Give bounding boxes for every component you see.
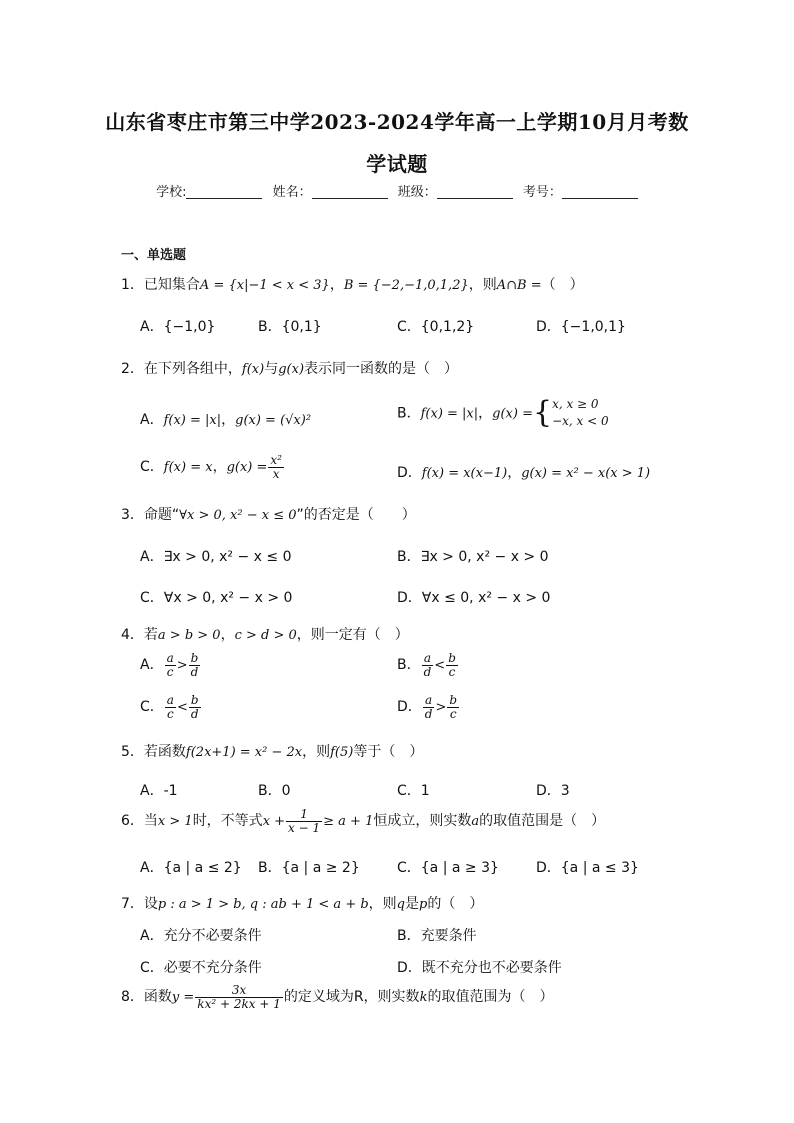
class-field: 班级： [398, 181, 513, 200]
question-5-stem: 5．若函数f(2x+1) = x² − 2x，则f(5)等于（ ） [121, 744, 424, 760]
question-7-stem: 7．设p : a > 1 > b, q : ab + 1 < a + b，则q是p的（ ） [121, 896, 484, 912]
question-2-option-a[interactable]: A．f(x) = |x|，g(x) = (√x)² [140, 412, 312, 428]
question-4-option-c[interactable]: C． $\frac{a}{c}$ < $\frac{b}{d}$ [140, 693, 199, 721]
question-5-option-a[interactable]: A．-1 [140, 783, 178, 799]
question-6-option-d[interactable]: D．{a | a ≤ 3} [536, 860, 639, 876]
question-3-option-c[interactable]: C．∀x > 0, x² − x > 0 [140, 590, 293, 606]
question-6-option-a[interactable]: A．{a | a ≤ 2} [140, 860, 242, 876]
question-2-option-d[interactable]: D．f(x) = x(x−1)，g(x) = x² − x(x > 1) [397, 465, 651, 481]
question-5-option-b[interactable]: B．0 [258, 783, 291, 799]
question-3-option-a[interactable]: A．∃x > 0, x² − x ≤ 0 [140, 549, 292, 565]
question-5-option-d[interactable]: D．3 [536, 783, 570, 799]
fraction: $\frac{3x}{\text{kx² + 2kx + 1}}$ [197, 983, 281, 1011]
question-8-stem: 8．函数y = $\frac{3x}{\text{kx² + 2kx + 1}}$ 的定义域为R，则实数k的取值范围为（ ） [121, 983, 554, 1011]
question-2-option-b[interactable]: B．f(x) = |x|，g(x) ={ x, x ≥ 0 −x, x < 0 [397, 395, 609, 431]
name-field: 姓名： [273, 181, 388, 200]
fraction: $\frac{\text{x²}}{x}$ [270, 453, 282, 481]
question-1-option-a[interactable]: A．{−1,0} [140, 319, 216, 335]
question-1-stem: 1．已知集合A = {x|−1 < x < 3}，B = {−2,−1,0,1,2}，则A∩B =（ ） [121, 277, 584, 293]
school-blank[interactable] [186, 184, 262, 199]
question-7-option-a[interactable]: A．充分不必要条件 [140, 928, 262, 944]
student-info-row [0, 181, 794, 200]
fraction: $\frac{1}{x - 1}$ [288, 807, 321, 835]
question-2-stem: 2．在下列各组中，f(x)与g(x)表示同一函数的是（ ） [121, 361, 459, 377]
question-5-option-c[interactable]: C．1 [397, 783, 430, 799]
school-field: 学校: [156, 181, 262, 200]
question-1-option-c[interactable]: C．{0,1,2} [397, 319, 475, 335]
question-3-stem: 3．命题“∀x > 0, x² − x ≤ 0”的否定是（ ） [121, 507, 416, 523]
question-3-option-d[interactable]: D．∀x ≤ 0, x² − x > 0 [397, 590, 551, 606]
exam-number-blank[interactable] [562, 184, 638, 199]
question-2-option-c[interactable]: C．f(x) = x，g(x) = $\frac{\text{x²}}{x}$ [140, 453, 282, 481]
exam-title-line1: 山东省枣庄市第三中学2023-2024学年高一上学期10月月考数 [105, 110, 689, 134]
name-blank[interactable] [312, 184, 388, 199]
question-1-option-b[interactable]: B．{0,1} [258, 319, 322, 335]
piecewise-cases: x, x ≥ 0 −x, x < 0 [552, 397, 609, 429]
exam-title-line2: 学试题 [366, 152, 428, 176]
left-brace-icon: { [532, 395, 553, 431]
question-6-option-b[interactable]: B．{a | a ≥ 2} [258, 860, 360, 876]
section-title: 一、单选题 [121, 248, 187, 263]
question-4-option-a[interactable]: A． $\frac{a}{c}$ > $\frac{b}{d}$ [140, 651, 199, 679]
class-blank[interactable] [437, 184, 513, 199]
question-4-option-d[interactable]: D． $\frac{a}{d}$ > $\frac{b}{c}$ [397, 693, 458, 721]
question-4-stem: 4．若a > b > 0，c > d > 0，则一定有（ ） [121, 627, 409, 643]
question-1-option-d[interactable]: D．{−1,0,1} [536, 319, 626, 335]
question-3-option-b[interactable]: B．∃x > 0, x² − x > 0 [397, 549, 549, 565]
exam-number-field: 考号： [523, 181, 638, 200]
question-7-option-c[interactable]: C．必要不充分条件 [140, 960, 262, 976]
question-6-option-c[interactable]: C．{a | a ≥ 3} [397, 860, 499, 876]
question-6-stem: 6．当x > 1时，不等式x + $\frac{1}{x - 1}$ ≥ a + 1恒成立，则实数a的取值范围是（ ） [121, 807, 606, 835]
question-7-option-d[interactable]: D．既不充分也不必要条件 [397, 960, 562, 976]
question-7-option-b[interactable]: B．充要条件 [397, 928, 477, 944]
question-4-option-b[interactable]: B． $\frac{a}{d}$ < $\frac{b}{c}$ [397, 651, 456, 679]
